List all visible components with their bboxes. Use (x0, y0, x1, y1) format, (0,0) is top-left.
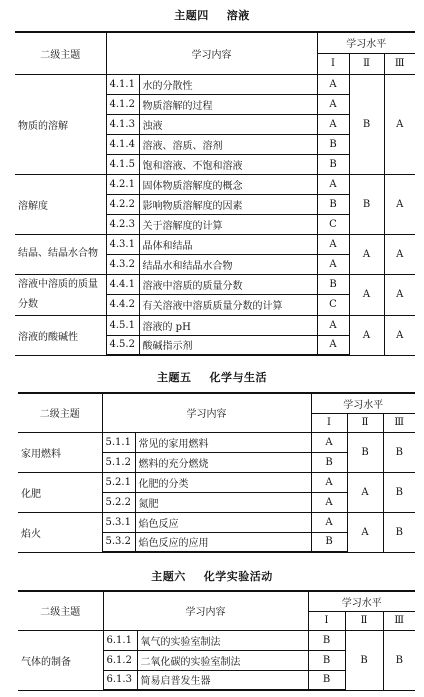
section-number: 主题六 (151, 570, 186, 583)
item-code: 4.2.1 (106, 174, 139, 194)
curriculum-table (18, 590, 415, 691)
item-code: 5.2.2 (102, 492, 135, 512)
level-2-value: B (345, 630, 383, 690)
item-text: 结晶水和结晶水合物 (139, 254, 317, 274)
sub-topic-cell: 溶液中溶质的质量分数 (15, 274, 106, 315)
level-1-value: A (311, 492, 347, 512)
level-1-value: A (317, 315, 349, 335)
item-text: 有关溶液中溶质质量分数的计算 (139, 295, 317, 316)
level-3-value: A (384, 174, 415, 234)
section-name: 溶液 (226, 9, 250, 22)
level-2-value: A (347, 512, 383, 552)
level-1-value: A (311, 512, 347, 532)
item-code: 4.1.2 (106, 94, 139, 114)
item-code: 5.3.1 (102, 512, 135, 532)
item-text: 固体物质溶解度的概念 (139, 174, 317, 194)
section-title (0, 369, 424, 385)
level-2-value: A (349, 274, 384, 315)
level-1-value: B (311, 532, 347, 552)
curriculum-table (18, 392, 415, 553)
level-1-value: A (317, 234, 349, 254)
header-level-1: Ⅰ (311, 413, 347, 432)
header-sub-topic: 二级主题 (18, 591, 103, 630)
header-level-2: Ⅱ (349, 53, 384, 74)
level-1-value: A (317, 254, 349, 274)
item-text: 二氧化碳的实验室制法 (137, 650, 308, 670)
sub-topic-cell: 物质的溶解 (15, 74, 106, 174)
item-code: 4.1.4 (106, 134, 139, 154)
item-text: 焰色反应 (135, 512, 311, 532)
level-3-value: A (384, 74, 415, 174)
item-code: 6.1.2 (103, 650, 137, 670)
sub-topic-cell: 化肥 (18, 472, 102, 512)
section-number: 主题四 (174, 9, 209, 22)
header-content: 学习内容 (103, 591, 308, 630)
sub-topic-cell: 焰火 (18, 512, 102, 552)
header-level: 学习水平 (317, 32, 415, 53)
item-code: 4.1.1 (106, 74, 139, 94)
header-level: 学习水平 (311, 393, 415, 413)
item-text: 物质溶解的过程 (139, 94, 317, 114)
item-code: 5.1.2 (102, 452, 135, 472)
level-1-value: B (317, 194, 349, 214)
section-title (0, 7, 424, 23)
level-2-value: A (349, 315, 384, 355)
header-level-3: Ⅲ (383, 413, 415, 432)
header-content: 学习内容 (106, 32, 317, 74)
level-1-value: B (317, 274, 349, 295)
item-text: 水的分散性 (139, 74, 317, 94)
item-text: 溶液的 pH (139, 315, 317, 335)
item-code: 4.3.2 (106, 254, 139, 274)
level-1-value: A (317, 74, 349, 94)
item-text: 氧气的实验室制法 (137, 630, 308, 650)
section-title (0, 568, 424, 584)
level-2-value: B (347, 432, 383, 472)
level-3-value: A (384, 315, 415, 355)
header-level-1: Ⅰ (317, 53, 349, 74)
item-code: 4.4.1 (106, 274, 139, 295)
header-level-2: Ⅱ (347, 413, 383, 432)
item-code: 4.5.2 (106, 335, 139, 355)
header-level: 学习水平 (308, 591, 415, 611)
item-code: 4.1.3 (106, 114, 139, 134)
level-1-value: B (317, 154, 349, 174)
level-1-value: C (317, 214, 349, 234)
level-1-value: B (308, 670, 345, 690)
item-text: 燃料的充分燃烧 (135, 452, 311, 472)
level-1-value: C (317, 295, 349, 316)
item-text: 晶体和结晶 (139, 234, 317, 254)
item-code: 5.2.1 (102, 472, 135, 492)
sub-topic-cell: 家用燃料 (18, 432, 102, 472)
level-3-value: A (384, 234, 415, 274)
level-2-value: A (349, 234, 384, 274)
header-sub-topic: 二级主题 (18, 393, 102, 432)
item-text: 溶液、溶质、溶剂 (139, 134, 317, 154)
level-3-value: B (383, 512, 415, 552)
level-3-value: B (383, 432, 415, 472)
item-text: 影响物质溶解度的因素 (139, 194, 317, 214)
sub-topic-cell: 气体的制备 (18, 630, 103, 690)
item-text: 酸碱指示剂 (139, 335, 317, 355)
item-text: 饱和溶液、不饱和溶液 (139, 154, 317, 174)
level-1-value: A (317, 114, 349, 134)
item-text: 简易启普发生器 (137, 670, 308, 690)
level-1-value: A (317, 335, 349, 355)
level-3-value: B (383, 630, 415, 690)
level-1-value: B (308, 630, 345, 650)
item-code: 4.5.1 (106, 315, 139, 335)
item-text: 常见的家用燃料 (135, 432, 311, 452)
section-name: 化学与生活 (209, 371, 267, 384)
header-level-1: Ⅰ (308, 611, 345, 630)
item-text: 氮肥 (135, 492, 311, 512)
level-1-value: B (311, 452, 347, 472)
sub-topic-cell: 溶液的酸碱性 (15, 315, 106, 355)
item-code: 4.1.5 (106, 154, 139, 174)
level-1-value: B (317, 134, 349, 154)
level-1-value: A (311, 472, 347, 492)
item-code: 4.3.1 (106, 234, 139, 254)
header-level-3: Ⅲ (383, 611, 415, 630)
item-code: 6.1.3 (103, 670, 137, 690)
curriculum-table (15, 31, 415, 356)
header-sub-topic: 二级主题 (15, 32, 106, 74)
item-text: 溶液中溶质的质量分数 (139, 274, 317, 295)
level-2-value: B (349, 74, 384, 174)
item-text: 关于溶解度的计算 (139, 214, 317, 234)
header-level-3: Ⅲ (384, 53, 415, 74)
section-name: 化学实验活动 (203, 570, 273, 583)
item-text: 焰色反应的应用 (135, 532, 311, 552)
header-content: 学习内容 (102, 393, 311, 432)
level-1-value: A (311, 432, 347, 452)
item-code: 4.2.3 (106, 214, 139, 234)
item-code: 5.3.2 (102, 532, 135, 552)
item-code: 6.1.1 (103, 630, 137, 650)
item-text: 浊液 (139, 114, 317, 134)
level-1-value: A (317, 94, 349, 114)
level-2-value: A (347, 472, 383, 512)
item-code: 5.1.1 (102, 432, 135, 452)
item-code: 4.4.2 (106, 295, 139, 316)
item-code: 4.2.2 (106, 194, 139, 214)
sub-topic-cell: 结晶、结晶水合物 (15, 234, 106, 274)
section-number: 主题五 (157, 371, 192, 384)
level-3-value: B (383, 472, 415, 512)
header-level-2: Ⅱ (345, 611, 383, 630)
level-2-value: B (349, 174, 384, 234)
item-text: 化肥的分类 (135, 472, 311, 492)
level-1-value: A (317, 174, 349, 194)
level-3-value: A (384, 274, 415, 315)
level-1-value: B (308, 650, 345, 670)
sub-topic-cell: 溶解度 (15, 174, 106, 234)
